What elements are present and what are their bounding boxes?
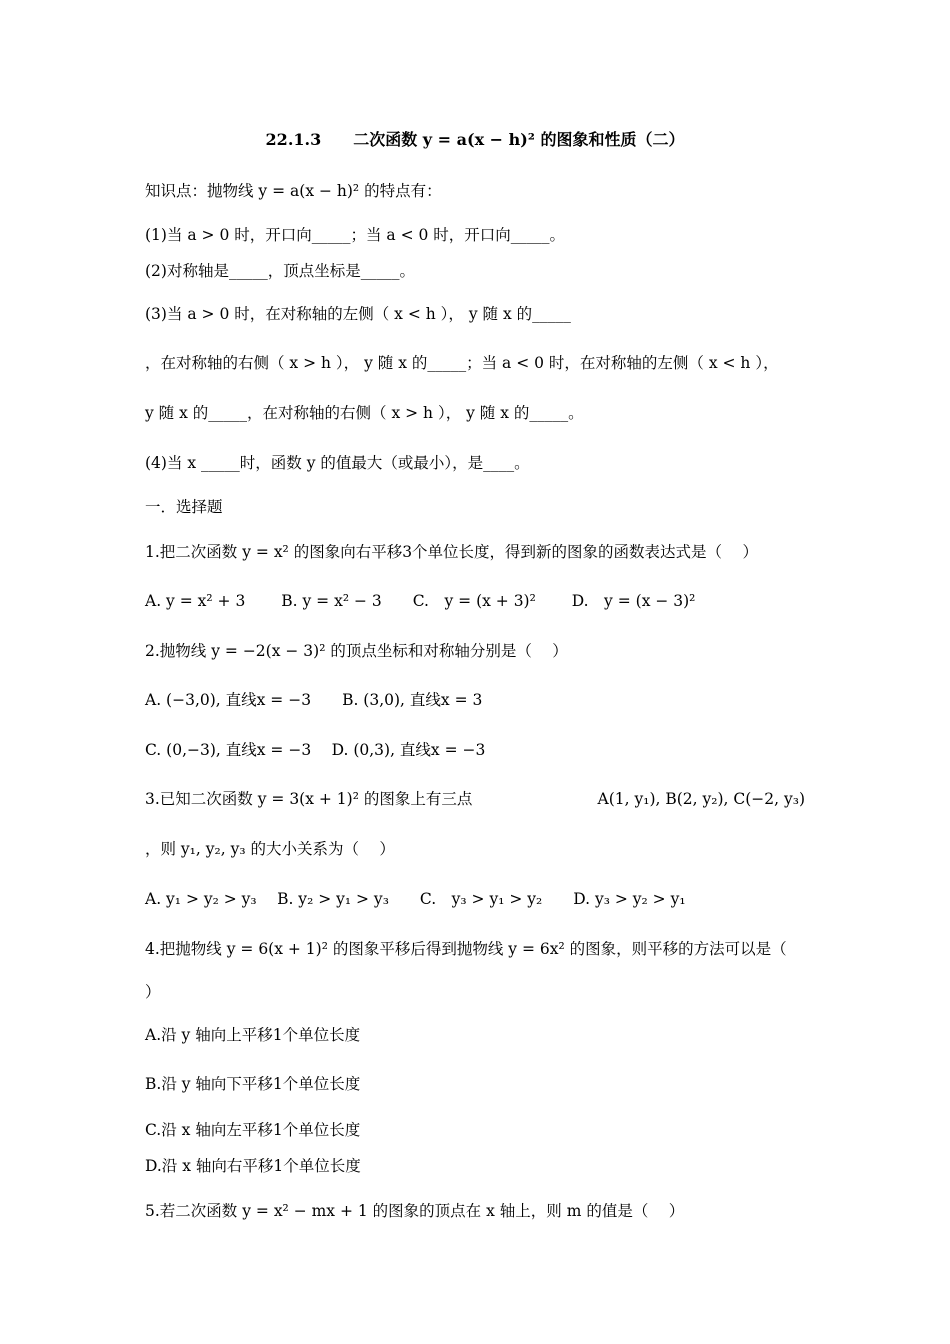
question-3-options: A. y₁ > y₂ > y₃ B. y₂ > y₁ > y₃ C. y₃ > y₁ > y₂ D. y₃ > y₂ > y₁ bbox=[145, 890, 686, 908]
knowledge-point-3b: ，在对称轴的右侧（ x > h ）， y 随 x 的_____；当 a < 0 时，在对称轴的左侧（ x < h ）， bbox=[145, 354, 779, 372]
question-3-stem-continued: ，则 y₁, y₂, y₃ 的大小关系为（ ） bbox=[145, 840, 395, 858]
knowledge-point-3a: (3)当 a > 0 时，在对称轴的左侧（ x < h ）， y 随 x 的_____ bbox=[145, 305, 571, 323]
question-2-options-ab: A. (−3,0), 直线x = −3 B. (3,0), 直线x = 3 bbox=[145, 691, 483, 709]
question-4-stem-end: ） bbox=[145, 983, 161, 1001]
question-3-stem: 3.已知二次函数 y = 3(x + 1)² 的图象上有三点 bbox=[145, 790, 473, 808]
question-4-option-d: D.沿 x 轴向右平移1个单位长度 bbox=[145, 1157, 361, 1175]
question-3-points: A(1, y₁), B(2, y₂), C(−2, y₃) bbox=[597, 790, 805, 808]
knowledge-intro: 知识点：抛物线 y = a(x − h)² 的特点有： bbox=[145, 182, 442, 200]
question-1-options: A. y = x² + 3 B. y = x² − 3 C. y = (x + 3)² D. y = (x − 3)² bbox=[145, 592, 696, 610]
question-2-stem: 2.抛物线 y = −2(x − 3)² 的顶点坐标和对称轴分别是（ ） bbox=[145, 642, 568, 660]
knowledge-point-2: (2)对称轴是_____，顶点坐标是_____。 bbox=[145, 262, 415, 280]
section-heading: 一．选择题 bbox=[145, 498, 223, 516]
question-5-stem: 5.若二次函数 y = x² − mx + 1 的图象的顶点在 x 轴上，则 m 的值是（ ） bbox=[145, 1202, 685, 1220]
question-4-option-a: A.沿 y 轴向上平移1个单位长度 bbox=[145, 1026, 361, 1044]
knowledge-point-3c: y 随 x 的_____，在对称轴的右侧（ x > h ）， y 随 x 的_____。 bbox=[145, 404, 584, 422]
knowledge-point-1: (1)当 a > 0 时，开口向_____；当 a < 0 时，开口向_____。 bbox=[145, 226, 566, 244]
question-4-option-c: C.沿 x 轴向左平移1个单位长度 bbox=[145, 1121, 361, 1139]
question-1-stem: 1.把二次函数 y = x² 的图象向右平移3个单位长度，得到新的图象的函数表达式是（ ） bbox=[145, 543, 758, 561]
question-2-options-cd: C. (0,−3), 直线x = −3 D. (0,3), 直线x = −3 bbox=[145, 741, 486, 759]
knowledge-point-4: (4)当 x _____时，函数 y 的值最大（或最小），是____。 bbox=[145, 454, 530, 472]
question-4-option-b: B.沿 y 轴向下平移1个单位长度 bbox=[145, 1075, 361, 1093]
question-4-stem: 4.把抛物线 y = 6(x + 1)² 的图象平移后得到抛物线 y = 6x² 的图象，则平移的方法可以是（ bbox=[145, 940, 787, 958]
page-title: 22.1.3 二次函数 y = a(x − h)² 的图象和性质（二） bbox=[265, 130, 685, 149]
